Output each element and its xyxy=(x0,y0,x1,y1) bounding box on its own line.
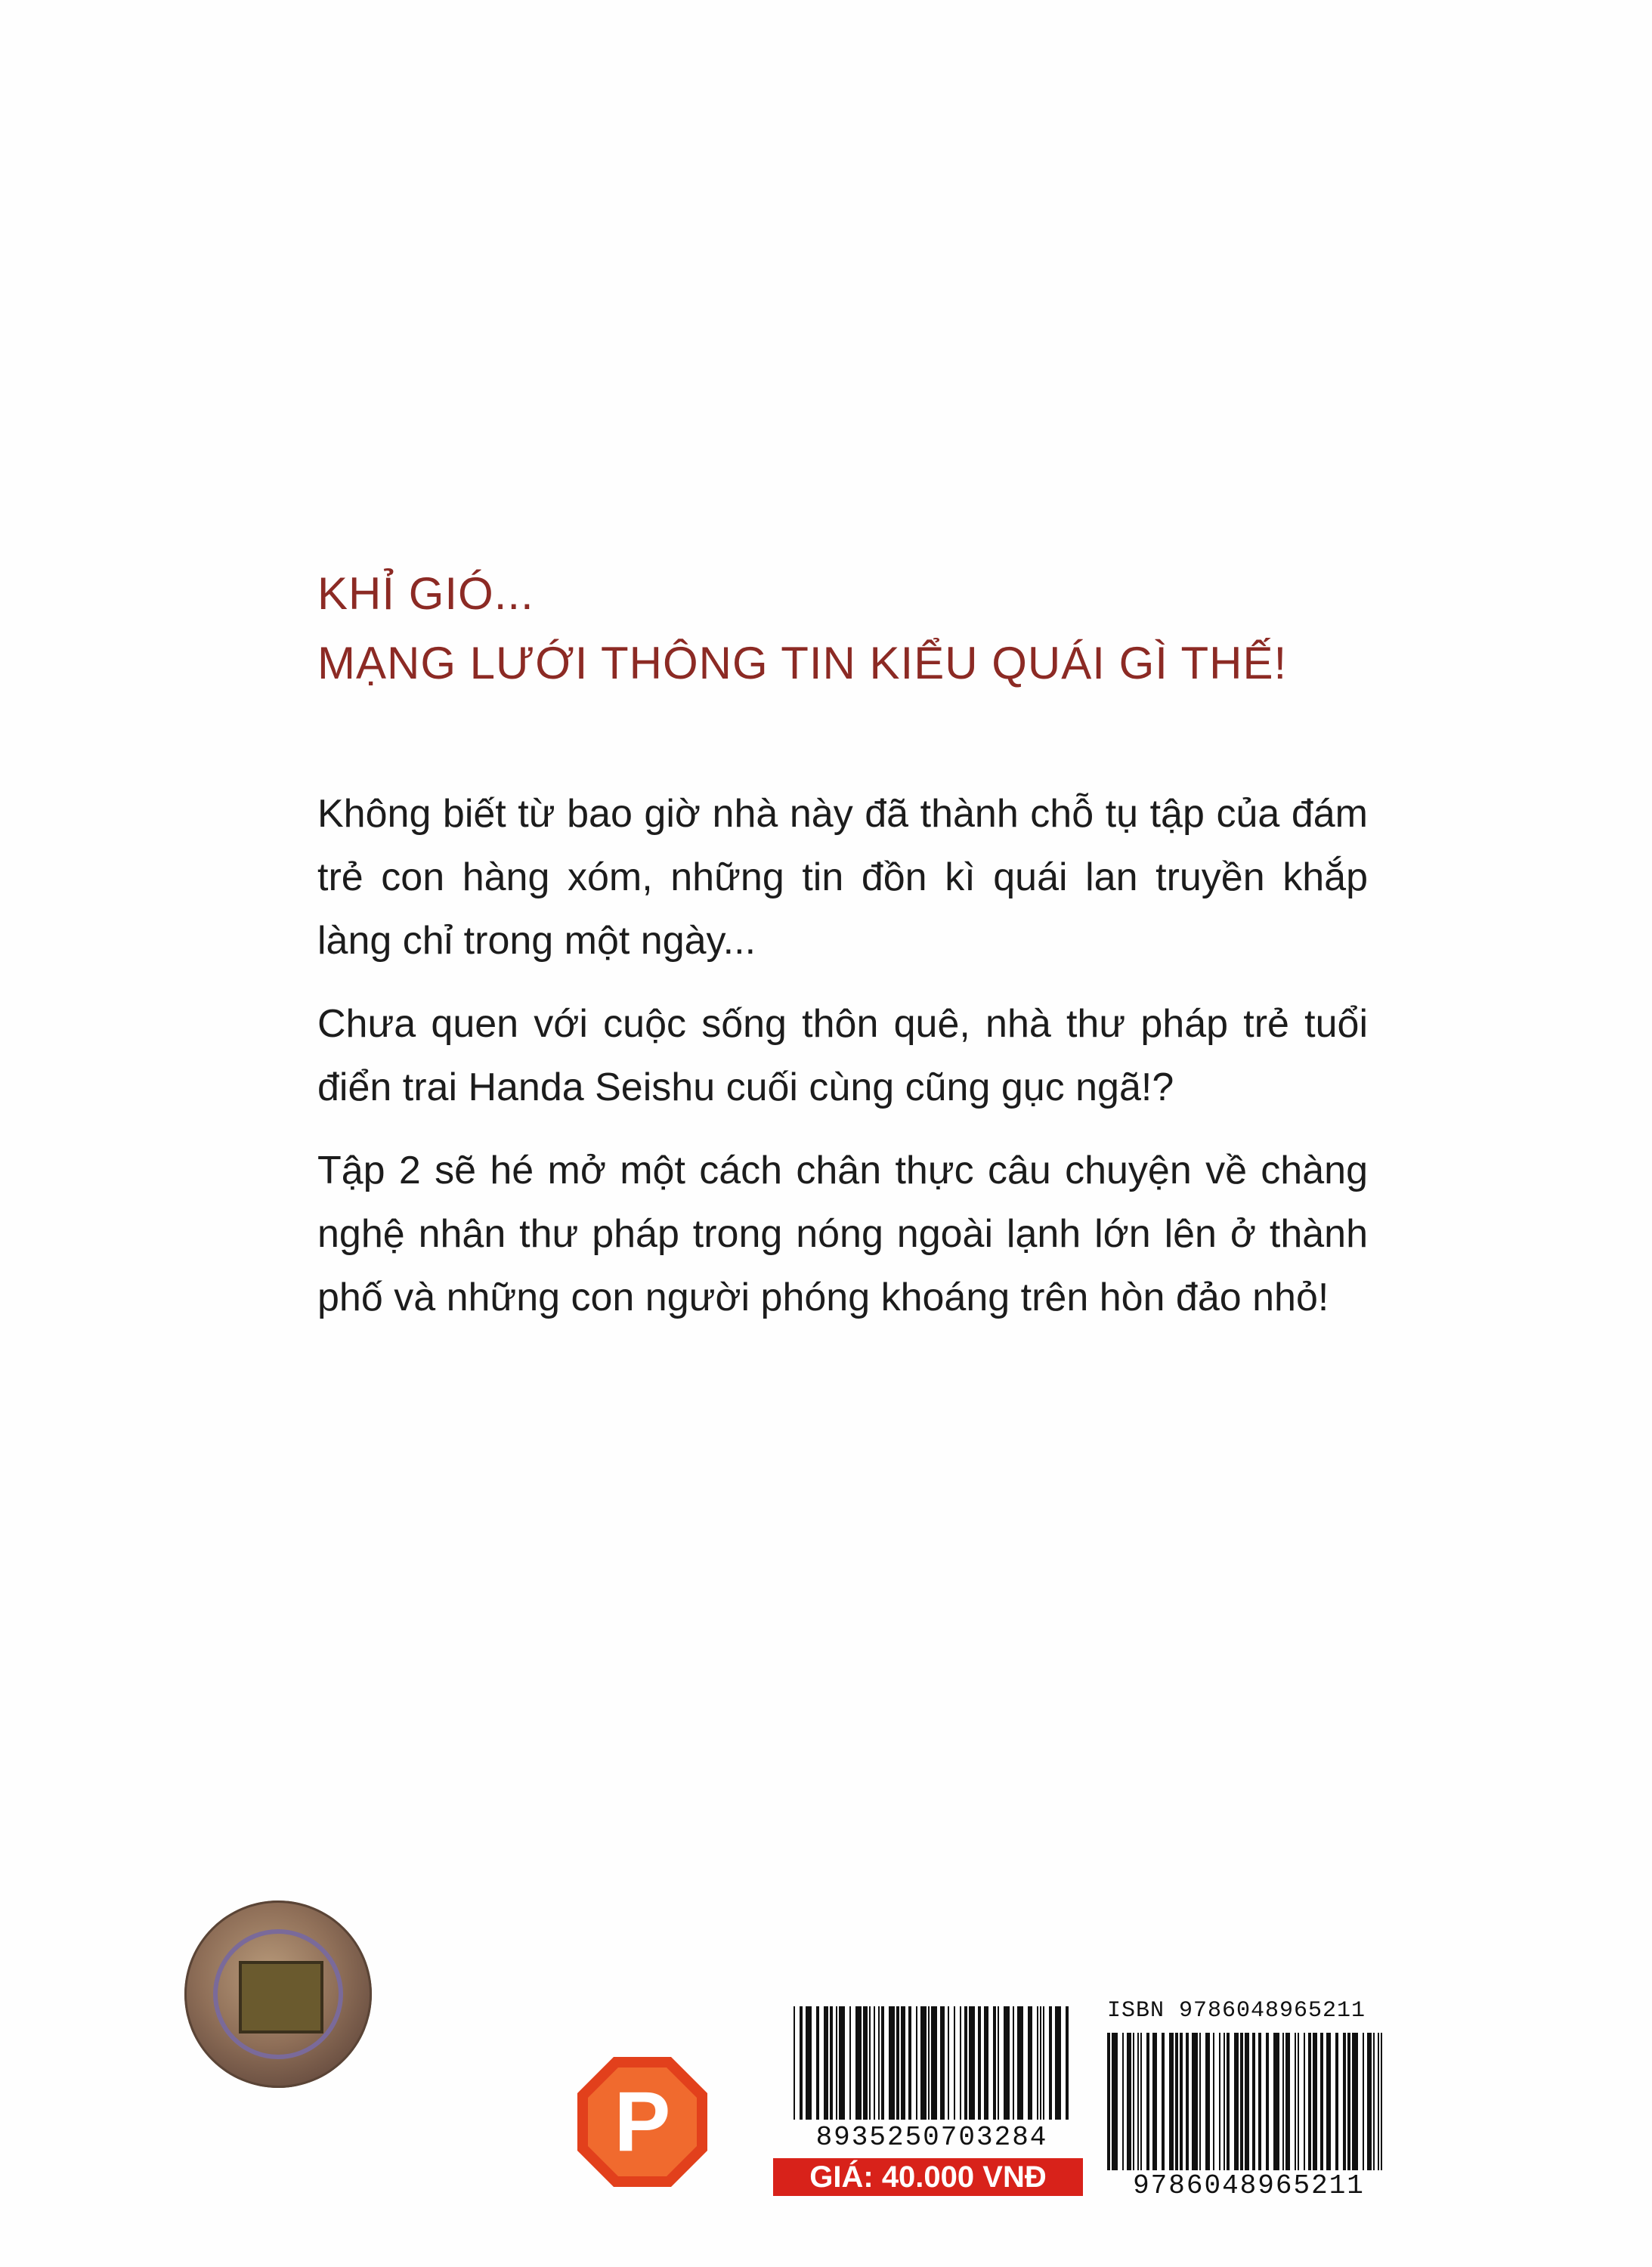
synopsis-paragraph-3: Tập 2 sẽ hé mở một cách chân thực câu chuyện về chàng nghệ nhân thư pháp trong nóng ngoài lạnh lớn lên ở thành phố và những con người phóng khoáng trên hòn đảo nhỏ! xyxy=(317,1149,1368,1319)
barcode-bar xyxy=(1028,2006,1032,2120)
barcode-bar xyxy=(839,2006,845,2120)
barcode-bar xyxy=(881,2006,884,2120)
barcode-bar xyxy=(969,2006,975,2120)
price-barcode-number: 8935250703284 xyxy=(815,2122,1048,2153)
barcode-bar xyxy=(874,2006,875,2120)
barcode-bar xyxy=(1043,2006,1044,2120)
barcode-bar xyxy=(993,2006,996,2120)
barcode-bar xyxy=(869,2006,871,2120)
barcode-bar xyxy=(1004,2006,1010,2120)
barcode-bar xyxy=(863,2006,868,2120)
barcode-bar xyxy=(964,2006,967,2120)
barcode-bar xyxy=(830,2006,833,2120)
headline xyxy=(317,559,1451,698)
barcode-bar xyxy=(998,2006,999,2120)
barcode-bar xyxy=(901,2006,905,2120)
barcode-bar xyxy=(1017,2006,1023,2120)
barcode-bar xyxy=(1066,2006,1069,2120)
price-barcode-icon xyxy=(794,2006,1073,2120)
headline-line-2: MẠNG LƯỚI THÔNG TIN KIỂU QUÁI GÌ THẾ! xyxy=(317,638,1288,688)
synopsis xyxy=(317,782,1368,1349)
hologram-seal-icon xyxy=(184,1901,372,2088)
barcode-bar xyxy=(920,2006,927,2120)
barcode-bar xyxy=(855,2006,862,2120)
barcode-bar xyxy=(931,2006,937,2120)
barcode-bar xyxy=(940,2006,945,2120)
barcode-bar xyxy=(889,2006,895,2120)
isbn-label: ISBN 9786048965211 xyxy=(1107,1998,1366,2024)
synopsis-paragraph-2: Chưa quen với cuộc sống thôn quê, nhà thư pháp trẻ tuổi điển trai Handa Seishu cuối cùng cũng gục ngã!? xyxy=(317,1002,1368,1109)
price-tag: GIÁ: 40.000 VNĐ xyxy=(771,2156,1085,2198)
publisher-p-logo-icon xyxy=(574,2054,710,2190)
barcode-bar xyxy=(984,2006,988,2120)
barcode-bar xyxy=(878,2006,880,2120)
barcode-bar xyxy=(836,2006,837,2120)
barcode-bar xyxy=(896,2006,899,2120)
barcode-bar xyxy=(954,2006,955,2120)
barcode-bar xyxy=(960,2006,961,2120)
barcode-bar xyxy=(824,2006,828,2120)
barcode-bar xyxy=(928,2006,930,2120)
headline-line-1: KHỈ GIÓ... xyxy=(317,568,534,619)
barcode-bar xyxy=(1037,2006,1038,2120)
barcode-bar xyxy=(806,2006,812,2120)
barcode-bar xyxy=(1040,2006,1041,2120)
synopsis-paragraph-1: Không biết từ bao giờ nhà này đã thành chỗ tụ tập của đám trẻ con hàng xóm, những tin đồn kì quái lan truyền khắp làng chỉ trong một ngày... xyxy=(317,792,1368,963)
barcode-bar xyxy=(794,2006,795,2120)
barcode-bar xyxy=(978,2006,981,2120)
barcode-bar xyxy=(1049,2006,1052,2120)
barcode-bar xyxy=(1055,2006,1061,2120)
barcode-bar xyxy=(800,2006,803,2120)
barcode-bar xyxy=(849,2006,851,2120)
barcode-bar xyxy=(816,2006,819,2120)
barcode-bar xyxy=(948,2006,949,2120)
isbn-barcode-number: 9786048965211 xyxy=(1100,2170,1398,2201)
barcode-bar xyxy=(1013,2006,1014,2120)
barcode-bar xyxy=(908,2006,911,2120)
barcode-bar xyxy=(916,2006,917,2120)
publisher-logo-letter: P xyxy=(614,2074,671,2169)
